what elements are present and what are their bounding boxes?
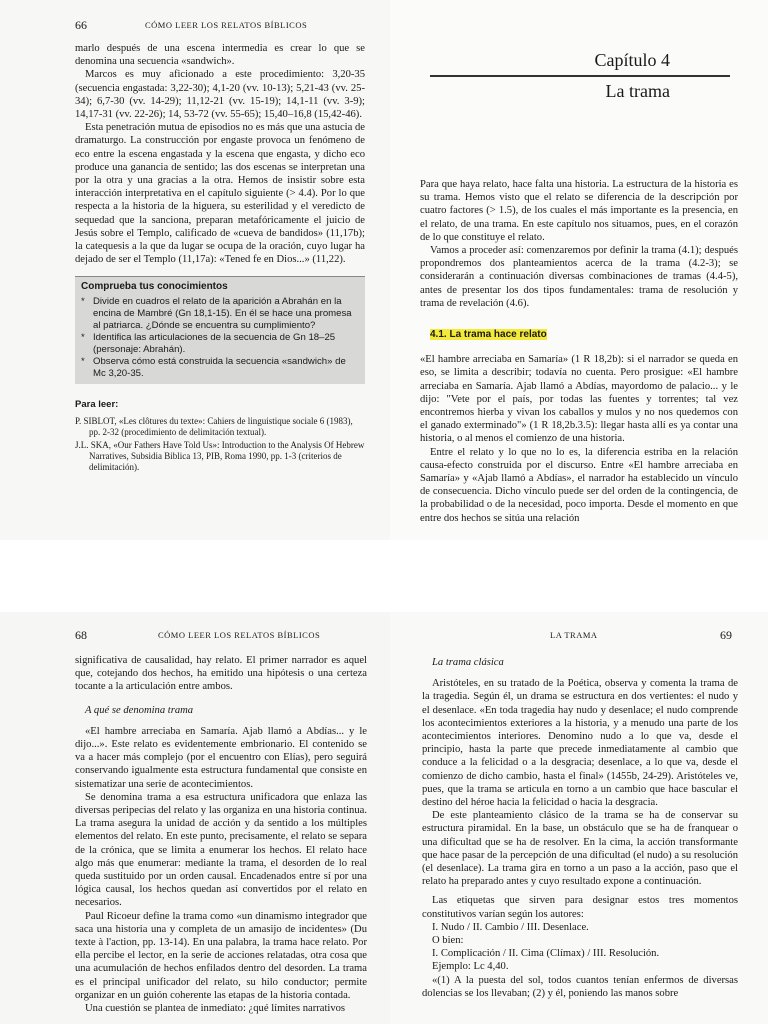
paragraph: Aristóteles, en su tratado de la Poética, observa y comenta la trama de la tragedia. Según él, un drama se estructura en dos vertientes: el nudo y el desenlace. «En toda tragedia hay nudo y desenlace; el nudo comprende los acontecimientos exteriores a la historia, y a menudo una parte de los acontecimientos interiores. Denomino nudo a lo que va, desde el principio, hasta la parte que precede inmediatamente al cambio que conduce a la felicidad o a la desgracia; desenlace, a lo que va, desde el comienzo de dicho cambio, hasta el final» (1455b, 24-29). Aristóteles ve, pues, que la trama se articula en torno a un cambio que hace bascular el destino del héroe hacia la felicidad o hacia la desgracia. bbox=[422, 678, 738, 809]
paragraph: Esta penetración mutua de episodios no es más que una astucia de dramaturgo. La construcción por engaste provoca un fenómeno de eco entre la escena engastada y la escena que engasta, y dicho eco produce una ganancia de sentido; las dos escenas se interpretan una por la otra y una gracias a la otra. Hemos de insistir sobre esta interacción interpretativa en el capítulo siguiente (> 4.4). Por lo que respecta a la historia de la higuera, su esterilidad y el veredicto de sequedad que la sanciona, preparan metafóricamente el juicio de Jesús sobre el Templo, calificado de «cueva de bandidos» (11,17b); la catequesis a la que da lugar se ocupa de la oración, cuyo lugar ha dejado de ser el Templo (11,17a): «Tened fe en Dios...» (11,22). bbox=[75, 122, 365, 266]
reading-list bbox=[75, 398, 365, 472]
page-gap bbox=[0, 540, 768, 612]
paragraph: «El hambre arreciaba en Samaría» (1 R 18,2b): si el narrador se queda en eso, se limita a describir; todavía no cuenta. Pero prosigue: «El hambre arreciaba en Samaría. Ajab llamó a Abdías, mayordomo de palacio... y le dijo: "Vete por el país, por todas las fuentes y torrentes; tal vez encontremos hierba y vivan los caballos y mulos y no nos quedemos con el ganado exterminado"» (1 R 18,2b.3.5): llegar hasta allí es ya contar una historia, o al menos el comienzo de una historia. bbox=[420, 354, 738, 445]
body-text-68 bbox=[75, 654, 367, 1015]
line: «(1) A la puesta del sol, todos cuantos tenían enfermos de diversas dolencias se los llevaban; (2) y él, poniendo las manos sobre bbox=[422, 974, 738, 999]
paragraph: De este planteamiento clásico de la trama se ha de conservar su estructura piramidal. En la base, un obstáculo que se ha de franquear o una dificultad que se ha de resolver. En la cima, la acción transformante que hace pasar de la percepción de una dificultad (el nudo) a su resolución (el desenlace). La trama gira en torno a un paso a la acción, paso que el relato ha preparado antes y cuyo resultado expone a continuación. bbox=[422, 810, 738, 888]
running-header-66: CÓMO LEER LOS RELATOS BÍBLICOS bbox=[145, 20, 308, 30]
page-69 bbox=[390, 612, 768, 1024]
paragraph: Vamos a proceder así: comenzaremos por definir la trama (4.1); después propondremos dos planteamientos acerca de la trama (4.2-3); se considerarán a continuación diversas combinaciones de tramas (4.4-5), antes de presentar los dos tipos fundamentales: trama de resolución y trama de revelación (4.6). bbox=[420, 245, 738, 309]
page-68 bbox=[0, 612, 390, 1024]
page-67 bbox=[390, 0, 768, 560]
exercise-item: * Divide en cuadros el relato de la aparición a Abrahán en la encina de Mambré (Gn 18,1-15). En él se hace una promesa al patriarca. ¿Dónde se encuentra su cumplimiento? bbox=[81, 296, 359, 332]
line: I. Nudo / II. Cambio / III. Desenlace. bbox=[432, 921, 589, 933]
exercise-box bbox=[75, 276, 365, 384]
paragraph: Marcos es muy aficionado a este procedimiento: 3,20-35 (secuencia engastada: 3,22-30); 4,1-20 (vv. 10-13); 5,21-43 (vv. 25-34); 6,7-30 (vv. 14-29); 11,12-21 (vv. 15-19); 14,1-11 (vv. 3-9); 14,17-31 (vv. 22-26); 14, 53-72 (vv. 55-65); 15,40–16,8 (15,42-46). bbox=[75, 69, 365, 121]
exercise-item: * Identifica las articulaciones de la secuencia de Gn 18–25 (personaje: Abrahán). bbox=[81, 332, 359, 356]
line: I. Complicación / II. Cima (Clímax) / III. Resolución. bbox=[432, 948, 660, 960]
highlighted-heading: 4.1. La trama hace relato bbox=[430, 329, 547, 341]
exercise-box-title: Comprueba tus conocimientos bbox=[81, 281, 228, 293]
paragraph: Se denomina trama a esa estructura unificadora que enlaza las diversas peripecias del relato y las organiza en una historia continua. La trama asegura la unidad de acción y da sentido a los múltiples elementos del relato. En este punto, precisamente, el relato se separa de la crónica, que se limita a enumerar los hechos. El relato hace algo más que enumerar: mediante la trama, el desorden de lo real queda sustituido por un orden causal. Encadenados entre sí por una lógica causal, los hechos quedan así convertidos por el relato en necesarios. bbox=[75, 791, 367, 909]
reading-title: Para leer: bbox=[75, 399, 119, 411]
reference: P. SIBLOT, «Les clôtures du texte»: Cahiers de linguistique sociale 6 (1983), pp. 2-32 (procedimiento de delimitación textual). bbox=[75, 415, 353, 437]
running-header-68: CÓMO LEER LOS RELATOS BÍBLICOS bbox=[158, 630, 321, 640]
subheading: La trama clásica bbox=[432, 657, 504, 668]
page-number-68: 68 bbox=[75, 628, 87, 642]
chapter-number: Capítulo 4 bbox=[594, 50, 670, 70]
chapter-rule bbox=[430, 75, 730, 77]
paragraph: significativa de causalidad, hay relato. El primer narrador es aquel que, cotejando dos hechos, ha emitido una hipótesis o una certeza tocante a la articulación entre ambos. bbox=[75, 655, 367, 693]
paragraph: Entre el relato y lo que no lo es, la diferencia estriba en la relación causa-efecto construida por el discurso. Entre «El hambre arreciaba en Samaría» y «Ajab llamó a Abdías», el narrador ha establecido un vínculo de consecuencia. Dicho vínculo puede ser del orden de la contingencia, de la probabilidad o de la necesidad, poco importa. Desde el momento en que entre dos hechos se sitúa una relación bbox=[420, 446, 738, 524]
chapter-title: La trama bbox=[605, 81, 670, 101]
reference: J.L. SKA, «Our Fathers Have Told Us»: Introduction to the Analysis Of Hebrew Narratives, Subsidia Biblica 13, PIB, Roma 1990, pp. 1-3 (criterios de delimitación). bbox=[75, 439, 365, 472]
subheading: A qué se denomina trama bbox=[85, 704, 194, 716]
paragraph: marlo después de una escena intermedia es crear lo que se denomina una secuencia «sandwich». bbox=[75, 43, 365, 68]
body-text-67 bbox=[420, 178, 738, 525]
section-heading bbox=[420, 328, 738, 341]
running-header-69: LA TRAMA bbox=[550, 630, 598, 640]
body-text-69 bbox=[422, 656, 738, 1000]
paragraph: Paul Ricoeur define la trama como «un dinamismo integrador que saca una historia una y completa de un amasijo de incidentes» (Du texte à l'action, pp. 13-14). En una palabra, la trama hace relato. Por ella percibe el lector, en la serie de acciones relatadas, otra cosa que una acumulación de hechos enfilados dentro del desorden. La trama es el principal unificador del relato, su hilo conductor; permite organizar en un guión coherente las etapas de la historia contada. bbox=[75, 910, 367, 1001]
page-66 bbox=[0, 0, 390, 540]
paragraph: «El hambre arreciaba en Samaría. Ajab llamó a Abdías... y le dijo...». Este relato es evidentemente embrionario. El contenido se va a hacer más complejo (por el encuentro con Elías), pero seguirá conservando igualmente esta estructura fundamental que consiste en sistematizar una serie de acontecimientos. bbox=[75, 725, 367, 790]
page-number-66: 66 bbox=[75, 18, 87, 32]
paragraph: Una cuestión se plantea de inmediato: ¿qué límites narrativos bbox=[85, 1003, 346, 1015]
line: O bien: bbox=[432, 935, 464, 947]
chapter-heading bbox=[430, 50, 730, 102]
page-number-69: 69 bbox=[720, 628, 732, 642]
line: Ejemplo: Lc 4,40. bbox=[432, 961, 509, 973]
exercise-item: * Observa cómo está construida la secuencia «sandwich» de Mc 3,20-35. bbox=[81, 356, 359, 380]
paragraph: Para que haya relato, hace falta una historia. La estructura de la historia es su trama. Hemos visto que el relato se diferencia de la descripción por cuatro factores (> 1.5), de los cuales el más importante es la presencia, en el relato, de una trama. En este capítulo nos situamos, pues, en el corazón de lo que constituye el relato. bbox=[420, 179, 738, 243]
body-text-66 bbox=[75, 42, 365, 475]
paragraph: Las etiquetas que sirven para designar estos tres momentos constitutivos varían según los autores: bbox=[422, 895, 738, 920]
